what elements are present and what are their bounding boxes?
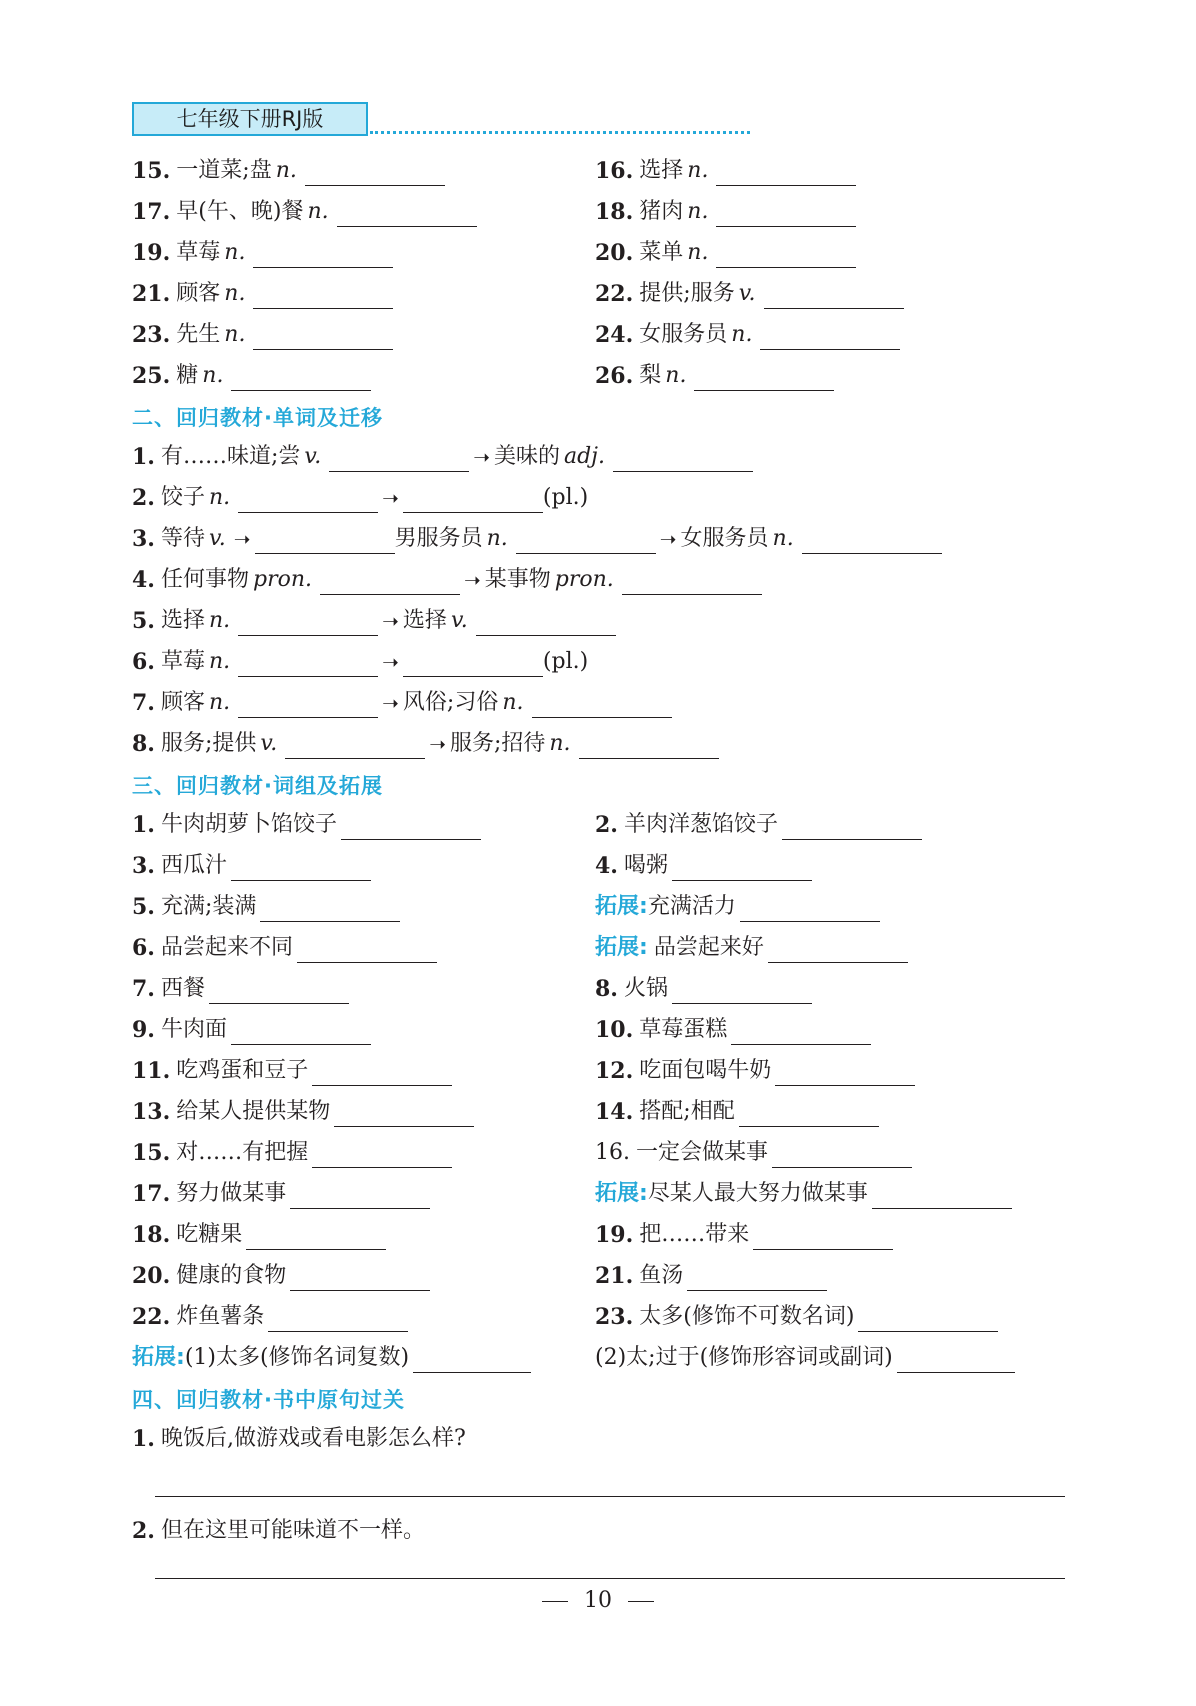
arrow-icon: ➝ (429, 732, 446, 756)
answer-blank[interactable] (246, 1223, 386, 1250)
answer-blank[interactable] (290, 1264, 430, 1291)
answer-blank[interactable] (209, 977, 349, 1004)
answer-blank[interactable] (403, 650, 543, 677)
vocab-item-21: 21. 顾客 n. (132, 273, 393, 309)
answer-blank[interactable] (858, 1305, 998, 1332)
vocab-item-15: 15. 一道菜;盘 n. (132, 150, 445, 186)
answer-line[interactable] (155, 1578, 1065, 1579)
answer-blank[interactable] (231, 364, 371, 391)
arrow-icon: ➝ (382, 650, 399, 674)
vocab-item-18: 18. 猪肉 n. (595, 191, 856, 227)
page-number: 10 (584, 1588, 612, 1613)
s3-item-23: 23. 太多(修饰不可数名词) (595, 1296, 998, 1332)
answer-blank[interactable] (238, 650, 378, 677)
vocab-item-24: 24. 女服务员 n. (595, 314, 900, 350)
vocab-item-22: 22. 提供;服务 v. (595, 273, 904, 309)
answer-blank[interactable] (768, 936, 908, 963)
answer-blank[interactable] (413, 1346, 531, 1373)
s4-item-2: 2. 但在这里可能味道不一样。 (132, 1518, 425, 1544)
s3-item-4: 4. 喝粥 (595, 845, 812, 881)
answer-blank[interactable] (716, 241, 856, 268)
answer-blank[interactable] (260, 895, 400, 922)
s3-item-16: 16. 一定会做某事 (595, 1132, 912, 1168)
s2-item-4: 4. 任何事物 pron. ➝ 某事物 pron. (132, 559, 762, 595)
extension-label: 拓展: (595, 935, 648, 960)
answer-blank[interactable] (716, 159, 856, 186)
vocab-item-26: 26. 梨 n. (595, 355, 834, 391)
s3-ext-5: 拓展: 充满活力 (595, 886, 880, 922)
answer-blank[interactable] (320, 568, 460, 595)
answer-blank[interactable] (897, 1346, 1015, 1373)
answer-blank[interactable] (802, 527, 942, 554)
answer-blank[interactable] (312, 1059, 452, 1086)
answer-blank[interactable] (764, 282, 904, 309)
arrow-icon: ➝ (659, 527, 677, 551)
answer-blank[interactable] (532, 691, 672, 718)
section-3-title: 三、回归教材·词组及拓展 (132, 774, 383, 798)
grade-tab: 七年级下册RJ版 (132, 102, 368, 136)
s3-item-10: 10. 草莓蛋糕 (595, 1009, 871, 1045)
answer-blank[interactable] (687, 1264, 827, 1291)
answer-blank[interactable] (238, 486, 378, 513)
answer-blank[interactable] (255, 527, 395, 554)
vocab-item-16: 16. 选择 n. (595, 150, 856, 186)
answer-blank[interactable] (672, 977, 812, 1004)
s3-ext-23a: 拓展: (1)太多(修饰名词复数) (132, 1337, 531, 1373)
s2-item-7: 7. 顾客 n. ➝ 风俗;习俗 n. (132, 682, 672, 718)
s3-item-5: 5. 充满;装满 (132, 886, 400, 922)
s3-item-11: 11. 吃鸡蛋和豆子 (132, 1050, 452, 1086)
s3-item-13: 13. 给某人提供某物 (132, 1091, 474, 1127)
answer-blank[interactable] (731, 1018, 871, 1045)
answer-blank[interactable] (739, 1100, 879, 1127)
answer-blank[interactable] (516, 527, 656, 554)
s2-item-6: 6. 草莓 n. ➝ (pl.) (132, 649, 589, 675)
s2-item-3: 3. 等待 v. ➝ 男服务员 n. ➝ 女服务员 n. (132, 518, 942, 554)
answer-blank[interactable] (253, 282, 393, 309)
answer-blank[interactable] (290, 1182, 430, 1209)
s3-item-17: 17. 努力做某事 (132, 1173, 430, 1209)
tab-dotted-line (370, 131, 750, 134)
section-2-title: 二、回归教材·单词及迁移 (132, 406, 383, 430)
s3-item-2: 2. 羊肉洋葱馅饺子 (595, 804, 922, 840)
answer-blank[interactable] (403, 486, 543, 513)
answer-blank[interactable] (268, 1305, 408, 1332)
s3-item-15: 15. 对……有把握 (132, 1132, 452, 1168)
answer-blank[interactable] (579, 732, 719, 759)
answer-blank[interactable] (312, 1141, 452, 1168)
answer-blank[interactable] (753, 1223, 893, 1250)
answer-line[interactable] (155, 1496, 1065, 1497)
answer-blank[interactable] (694, 364, 834, 391)
vocab-item-23: 23. 先生 n. (132, 314, 393, 350)
answer-blank[interactable] (613, 445, 753, 472)
answer-blank[interactable] (782, 813, 922, 840)
answer-blank[interactable] (740, 895, 880, 922)
answer-blank[interactable] (334, 1100, 474, 1127)
answer-blank[interactable] (253, 241, 393, 268)
answer-blank[interactable] (238, 691, 378, 718)
answer-blank[interactable] (341, 813, 481, 840)
page-footer (0, 1588, 1196, 1613)
s3-ext-23b: (2)太;过于(修饰形容词或副词) (595, 1337, 1015, 1373)
s3-item-21: 21. 鱼汤 (595, 1255, 827, 1291)
answer-blank[interactable] (305, 159, 445, 186)
vocab-item-17: 17. 早(午、晚)餐 n. (132, 191, 477, 227)
s3-item-7: 7. 西餐 (132, 968, 349, 1004)
answer-blank[interactable] (872, 1182, 1012, 1209)
s3-item-14: 14. 搭配;相配 (595, 1091, 879, 1127)
s3-item-20: 20. 健康的食物 (132, 1255, 430, 1291)
s4-item-1: 1. 晚饭后,做游戏或看电影怎么样? (132, 1426, 466, 1452)
s3-item-18: 18. 吃糖果 (132, 1214, 386, 1250)
answer-blank[interactable] (672, 854, 812, 881)
vocab-item-20: 20. 菜单 n. (595, 232, 856, 268)
section-4-title: 四、回归教材·书中原句过关 (132, 1388, 405, 1412)
answer-blank[interactable] (329, 445, 469, 472)
extension-label: 拓展: (132, 1345, 185, 1370)
s3-item-1: 1. 牛肉胡萝卜馅饺子 (132, 804, 481, 840)
answer-blank[interactable] (476, 609, 616, 636)
s3-ext-6: 拓展: 品尝起来好 (595, 927, 908, 963)
s3-item-8: 8. 火锅 (595, 968, 812, 1004)
answer-blank[interactable] (622, 568, 762, 595)
arrow-icon: ➝ (382, 486, 399, 510)
answer-blank[interactable] (231, 854, 371, 881)
s3-item-19: 19. 把……带来 (595, 1214, 893, 1250)
extension-label: 拓展: (595, 894, 648, 919)
answer-blank[interactable] (337, 200, 477, 227)
s2-item-1: 1. 有……味道;尝 v. ➝ 美味的 adj. (132, 436, 753, 472)
answer-blank[interactable] (285, 732, 425, 759)
s3-item-12: 12. 吃面包喝牛奶 (595, 1050, 915, 1086)
answer-blank[interactable] (716, 200, 856, 227)
arrow-icon: ➝ (382, 609, 399, 633)
arrow-icon: ➝ (233, 527, 251, 551)
arrow-icon: ➝ (473, 445, 490, 469)
s3-item-9: 9. 牛肉面 (132, 1009, 371, 1045)
s3-item-3: 3. 西瓜汁 (132, 845, 371, 881)
answer-blank[interactable] (231, 1018, 371, 1045)
s3-ext-17: 拓展: 尽某人最大努力做某事 (595, 1173, 1012, 1209)
vocab-item-25: 25. 糖 n. (132, 355, 371, 391)
answer-blank[interactable] (775, 1059, 915, 1086)
s3-item-6: 6. 品尝起来不同 (132, 927, 437, 963)
answer-blank[interactable] (772, 1141, 912, 1168)
arrow-icon: ➝ (464, 568, 481, 592)
answer-blank[interactable] (297, 936, 437, 963)
extension-label: 拓展: (595, 1181, 648, 1206)
answer-blank[interactable] (238, 609, 378, 636)
s2-item-8: 8. 服务;提供 v. ➝ 服务;招待 n. (132, 723, 719, 759)
arrow-icon: ➝ (382, 691, 399, 715)
vocab-item-19: 19. 草莓 n. (132, 232, 393, 268)
answer-blank[interactable] (253, 323, 393, 350)
s2-item-2: 2. 饺子 n. ➝ (pl.) (132, 485, 589, 511)
answer-blank[interactable] (760, 323, 900, 350)
s3-item-22: 22. 炸鱼薯条 (132, 1296, 408, 1332)
s2-item-5: 5. 选择 n. ➝ 选择 v. (132, 600, 616, 636)
